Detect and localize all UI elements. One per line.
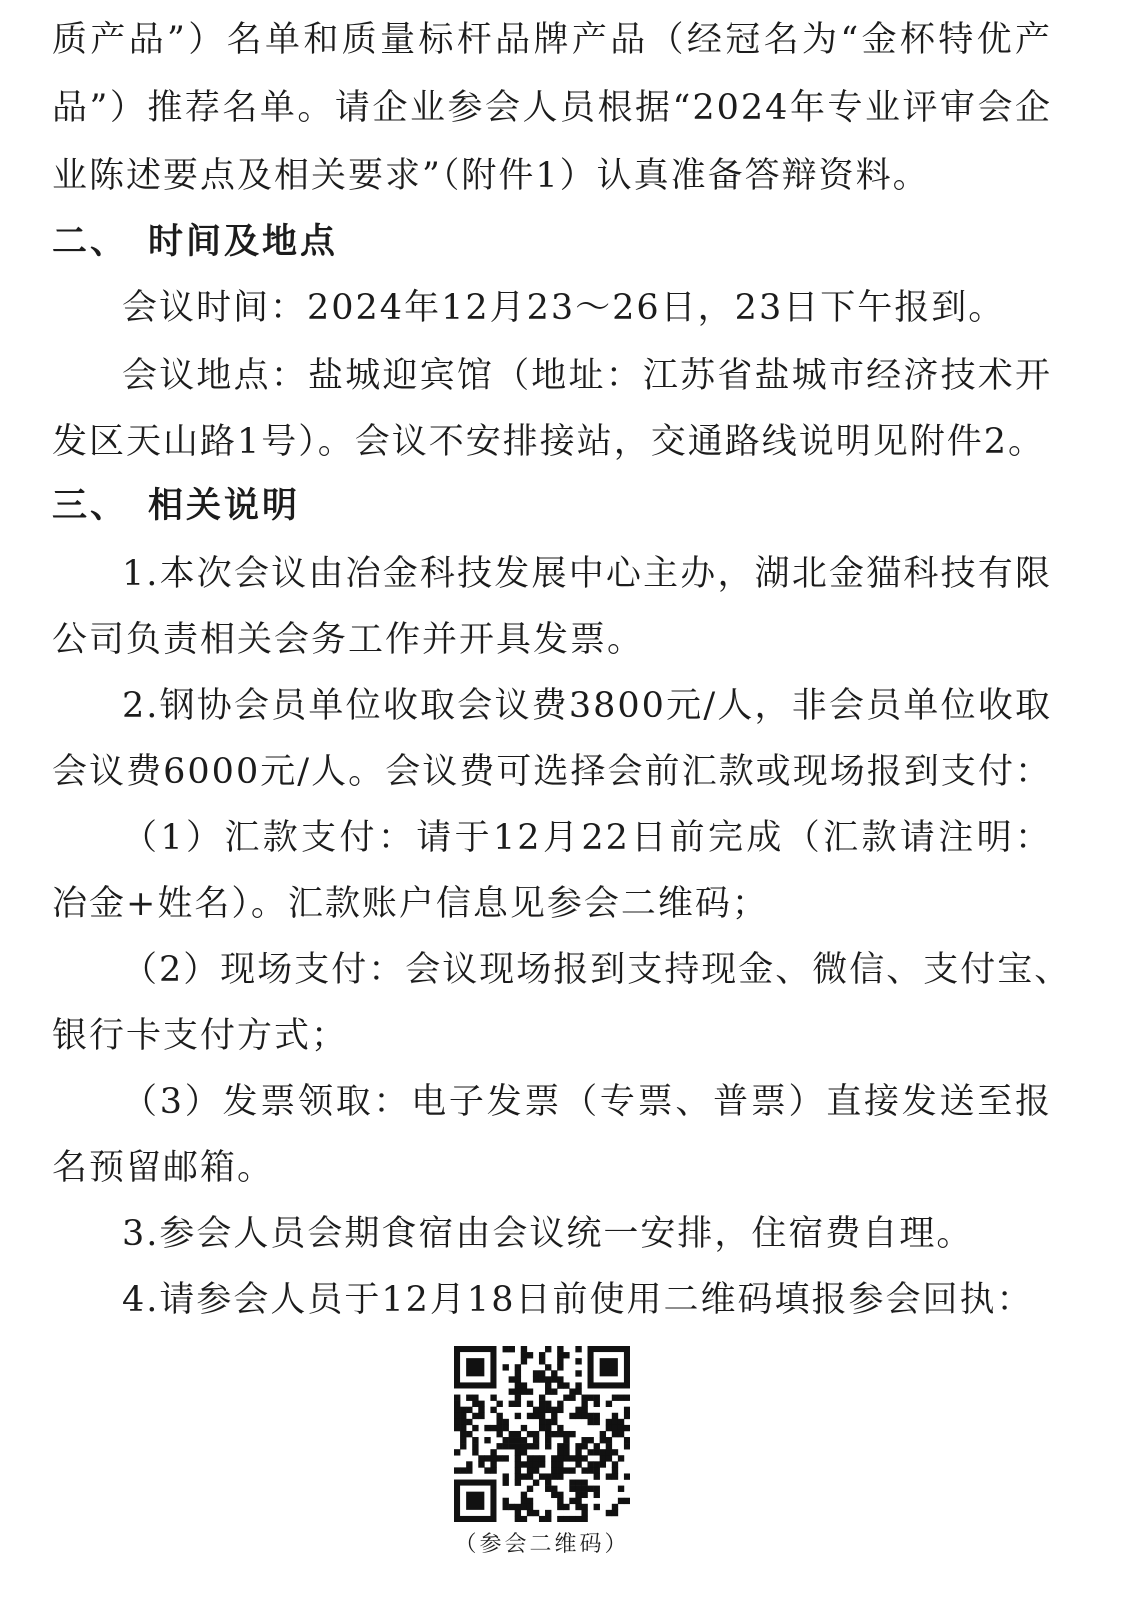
sub-item-3-line: （3）发票领取：电子发票（专票、普票）直接发送至报 <box>122 1082 1052 1122</box>
qr-code-icon[interactable] <box>454 1346 630 1522</box>
sub-item-1-line: 冶金+姓名）。汇款账户信息见参会二维码； <box>52 884 769 924</box>
section-heading-time-place <box>52 220 1052 264</box>
section-heading-notes <box>52 484 1052 528</box>
meeting-place-line: 发区天山路1号）。会议不安排接站，交通路线说明见附件2。 <box>52 422 1046 462</box>
qr-code-graphic <box>454 1346 630 1522</box>
section-title: 相关说明 <box>148 486 301 526</box>
note-item-1-line: 公司负责相关会务工作并开具发票。 <box>52 620 645 660</box>
note-item-2-line: 2.钢协会员单位收取会议费3800元/人，非会员单位收取 <box>122 686 1052 726</box>
section-number: 二、 <box>52 222 129 262</box>
section-number: 三、 <box>52 486 129 526</box>
section-title: 时间及地点 <box>148 222 339 262</box>
meeting-place-line: 会议地点：盐城迎宾馆（地址：江苏省盐城市经济技术开 <box>122 356 1052 396</box>
sub-item-1-line: （1）汇款支付：请于12月22日前完成（汇款请注明： <box>122 818 1052 858</box>
paragraph-line: 业陈述要点及相关要求”（附件1）认真准备答辩资料。 <box>52 156 930 196</box>
note-item-1-line: 1.本次会议由冶金科技发展中心主办，湖北金猫科技有限 <box>122 554 1052 594</box>
qr-caption: （参会二维码） <box>454 1532 630 1557</box>
note-item-3: 3.参会人员会期食宿由会议统一安排，住宿费自理。 <box>122 1214 974 1254</box>
sub-item-2-line: （2）现场支付：会议现场报到支持现金、微信、支付宝、 <box>122 950 1072 990</box>
sub-item-2-line: 银行卡支付方式； <box>52 1016 349 1056</box>
paragraph-line: 品”）推荐名单。请企业参会人员根据“2024年专业评审会企 <box>52 88 1052 128</box>
sub-item-3-line: 名预留邮箱。 <box>52 1148 275 1188</box>
paragraph-line: 质产品”）名单和质量标杆品牌产品（经冠名为“金杯特优产 <box>52 20 1052 60</box>
note-item-4: 4.请参会人员于12月18日前使用二维码填报参会回执： <box>122 1280 1034 1320</box>
note-item-2-line: 会议费6000元/人。会议费可选择会前汇款或现场报到支付： <box>52 752 1052 792</box>
meeting-time: 会议时间：2024年12月23～26日，23日下午报到。 <box>122 288 1006 328</box>
